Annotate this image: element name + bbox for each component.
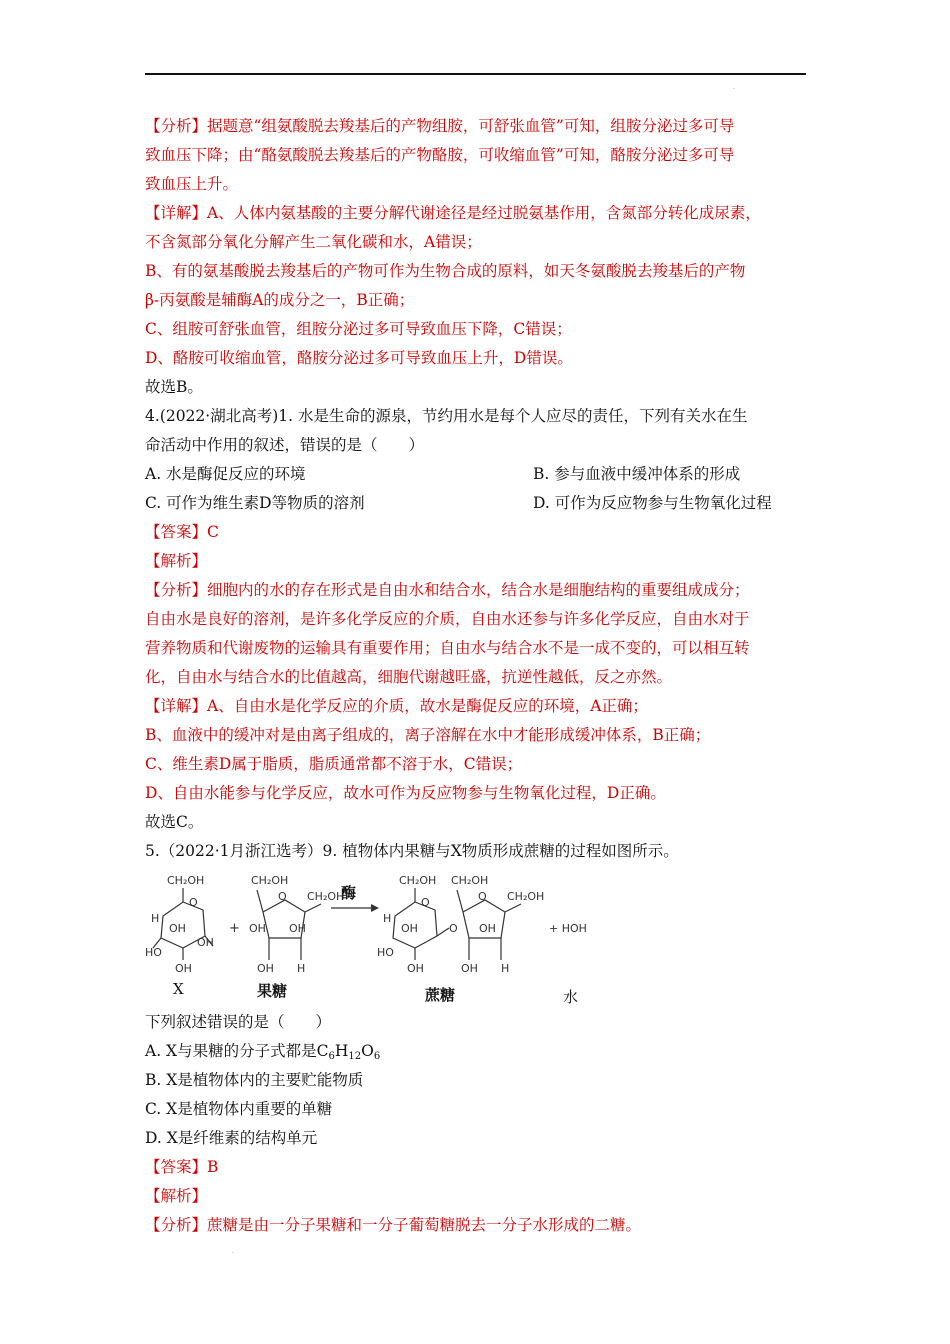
formula-o-sub: 6	[373, 1051, 381, 1062]
q4-analysis-line: 【分析】细胞内的水的存在形式是自由水和结合水，结合水是细胞结构的重要组成成分；	[145, 581, 750, 599]
q4-option-d: D. 可作为反应物参与生物氧化过程	[533, 494, 772, 512]
q5-option-d: D. X是纤维素的结构单元	[145, 1129, 318, 1147]
suc-f-ring-o: O	[478, 890, 487, 903]
fructose-oh: OH	[249, 922, 266, 935]
q3-conclusion: 故选B。	[145, 378, 203, 396]
suc-h: H	[383, 912, 392, 925]
fructose-ch2oh: CH₂OH	[251, 874, 289, 887]
q5-option-a-text: A. X与果糖的分子式都是	[145, 1042, 317, 1060]
q4-detail-line: 【详解】A、自由水是化学反应的介质，故水是酶促反应的环境，A正确；	[145, 697, 648, 715]
q4-analysis-line: 化，自由水与结合水的比值越高，细胞代谢越旺盛，抗逆性越低，反之亦然。	[145, 668, 673, 686]
q4-detail-line: D、自由水能参与化学反应，故水可作为反应物参与生物氧化过程，D正确。	[145, 784, 666, 802]
q4-detail-line: B、血液中的缓冲对是由离子组成的，离子溶解在水中才能形成缓冲体系，B正确；	[145, 726, 711, 744]
q4-option-c: C. 可作为维生素D等物质的溶剂	[145, 494, 365, 512]
suc-f-ch2oh: CH₂OH	[451, 874, 489, 887]
q4-options-row	[145, 489, 810, 518]
x-h: H	[151, 912, 160, 925]
fructose-ch2oh2: CH₂OH	[307, 890, 345, 903]
formula-c: C	[316, 1042, 329, 1060]
q5-jiexi: 【解析】	[145, 1187, 208, 1205]
q5-analysis: 【分析】蔗糖是由一分子果糖和一分子葡萄糖脱去一分子水形成的二糖。	[145, 1216, 642, 1234]
plus-sign: +	[229, 921, 240, 936]
glycosidic-o: O	[449, 922, 458, 935]
x-oh2: OH	[197, 936, 214, 949]
q3-analysis-line: 致血压上升。	[145, 175, 239, 193]
figure-label-fructose: 果糖	[257, 982, 288, 1000]
header-rule	[145, 73, 806, 75]
suc-oh: OH	[401, 922, 418, 935]
figure-label-x: X	[173, 980, 184, 998]
footer-dot: ·	[232, 1250, 234, 1257]
formula-c-sub: 6	[328, 1051, 335, 1062]
fructose-oh3: OH	[257, 962, 274, 975]
q3-detail-line: D、酪胺可收缩血管，酪胺分泌过多可导致血压上升，D错误。	[145, 349, 573, 367]
q5-option-a	[145, 1037, 810, 1066]
x-ho: HO	[145, 946, 162, 959]
q4-stem-line: 4.(2022·湖北高考)1. 水是生命的源泉，节约用水是每个人应尽的责任，下列有关水在生	[145, 407, 748, 425]
q4-answer: 【答案】C	[145, 523, 219, 541]
q4-option-b: B. 参与血液中缓冲体系的形成	[533, 465, 741, 483]
x-ch2oh: CH₂OH	[167, 874, 205, 887]
q4-conclusion: 故选C。	[145, 813, 204, 831]
q5-option-b: B. X是植物体内的主要贮能物质	[145, 1071, 364, 1089]
x-oh3: OH	[175, 962, 192, 975]
fructose-ring-o: O	[278, 890, 287, 903]
x-oh: OH	[169, 922, 186, 935]
q3-detail-line: C、组胺可舒张血管，组胺分泌过多可导致血压下降，C错误；	[145, 320, 572, 338]
q5-stem: 5.（2022·1月浙江选考）9. 植物体内果糖与X物质形成蔗糖的过程如图所示。	[145, 842, 679, 860]
water-product: + HOH	[549, 922, 587, 935]
q4-jiexi: 【解析】	[145, 552, 208, 570]
q3-detail-line: 【详解】A、人体内氨基酸的主要分解代谢途径是经过脱氨基作用，含氮部分转化成尿素，	[145, 204, 761, 222]
q4-options-row	[145, 460, 810, 489]
formula-h: H	[334, 1042, 349, 1060]
q4-detail-line: C、维生素D属于脂质，脂质通常都不溶于水，C错误；	[145, 755, 523, 773]
suc-f-h: H	[501, 962, 510, 975]
q3-analysis-line: 【分析】据题意“组氨酸脱去羧基后的产物组胺，可舒张血管”可知，组胺分泌过多可导	[145, 117, 735, 135]
figure-label-water: 水	[563, 988, 579, 1006]
x-ring-o: O	[189, 896, 198, 909]
formula-o: O	[361, 1042, 374, 1060]
suc-f-oh: OH	[479, 922, 496, 935]
suc-oh2: OH	[407, 962, 424, 975]
suc-ring-o: O	[421, 896, 430, 909]
q5-option-c: C. X是植物体内重要的单糖	[145, 1100, 333, 1118]
q4-analysis-line: 自由水是良好的溶剂，是许多化学反应的介质，自由水还参与许多化学反应，自由水对于	[145, 610, 750, 628]
figure-label-sucrose: 蔗糖	[425, 986, 456, 1004]
formula-h-sub: 12	[348, 1051, 362, 1062]
q4-option-a: A. 水是酶促反应的环境	[145, 465, 306, 483]
q4-analysis-line: 营养物质和代谢废物的运输具有重要作用；自由水与结合水不是一成不变的，可以相互转	[145, 639, 750, 657]
fructose-h: H	[297, 962, 306, 975]
suc-f-ch2oh2: CH₂OH	[507, 890, 545, 903]
q3-analysis-line: 致血压下降；由“酪氨酸脱去羧基后的产物酪胺，可收缩血管”可知，酪胺分泌过多可导	[145, 146, 735, 164]
suc-ho: HO	[377, 946, 394, 959]
sucrose-reaction-diagram	[145, 868, 810, 1008]
q5-question: 下列叙述错误的是（ ）	[145, 1013, 332, 1031]
suc-ch2oh: CH₂OH	[399, 874, 437, 887]
header-dot: ·	[733, 86, 735, 93]
q4-stem-line: 命活动中作用的叙述，错误的是（ ）	[145, 436, 425, 454]
document-page	[145, 112, 810, 1240]
suc-f-oh2: OH	[461, 962, 478, 975]
arrow-head	[371, 904, 379, 912]
q5-answer: 【答案】B	[145, 1158, 219, 1176]
q3-detail-line: β-丙氨酸是辅酶A的成分之一，B正确；	[145, 291, 415, 309]
enzyme-label: 酶	[341, 884, 357, 902]
q3-detail-line: B、有的氨基酸脱去羧基后的产物可作为生物合成的原料，如天冬氨酸脱去羧基后的产物	[145, 262, 746, 280]
fructose-oh2: OH	[289, 922, 306, 935]
sucrose-formation-figure	[145, 868, 810, 1008]
q3-detail-line: 不含氮部分氧化分解产生二氧化碳和水，A错误；	[145, 233, 482, 251]
